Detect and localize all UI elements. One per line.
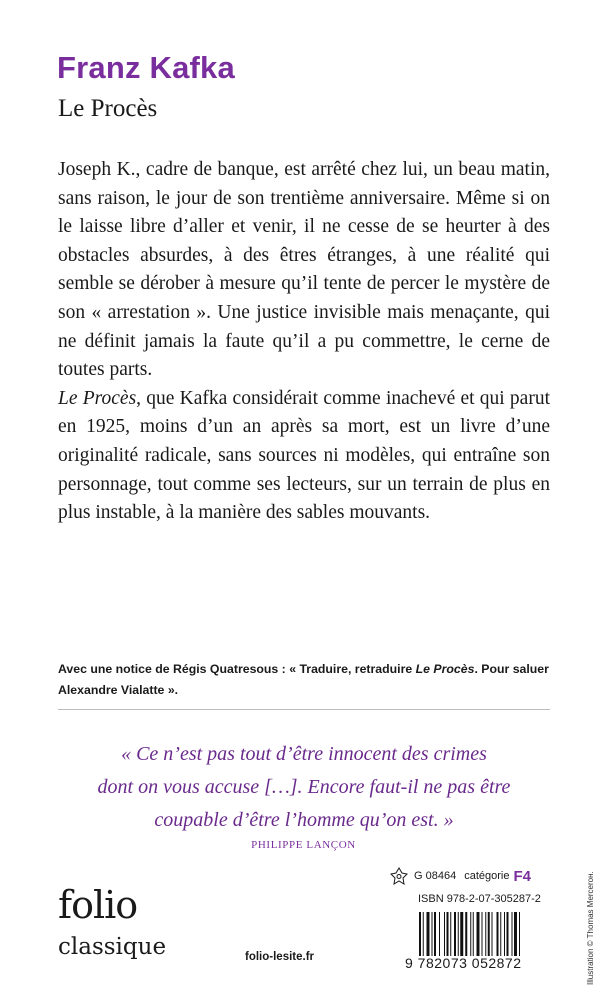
logo-classique: classique xyxy=(58,934,167,960)
barcode-bar xyxy=(497,912,499,956)
barcode-bar xyxy=(458,912,459,956)
barcode-bar xyxy=(423,912,424,956)
synopsis-paragraph-2 xyxy=(58,385,550,528)
notice-before: Avec une notice de Régis Quatresous : « Traduire, retraduire xyxy=(58,662,416,676)
synopsis-paragraph-1: Joseph K., cadre de banque, est arrêté chez lui, un beau matin, sans raison, le jour de son trentième anniversaire. Même si on le laisse libre d’aller et venir, il ne cesse de se heurter à des obstacles absurdes, à des êtres étranges, à une réalité qui semble se dérober à mesure qu’il tente de percer le mystère de son « arrestation ». Une justice invisible mais menaçante, qui ne définit jamais la faute qu’il a pu commettre, le cerne de toutes parts. xyxy=(58,159,550,381)
quote-author: PHILIPPE LANÇON xyxy=(251,839,356,851)
divider xyxy=(58,709,550,710)
barcode-bar xyxy=(419,912,421,956)
barcode-bar xyxy=(512,912,513,956)
barcode-bar xyxy=(492,912,493,956)
pull-quote xyxy=(58,738,550,837)
barcode-bar xyxy=(519,912,520,956)
synopsis-paragraph-2-text: , que Kafka considérait comme inachevé et qui parut en 1925, moins d’un an après sa mort, est un livre d’une originalité radicale, sans sources ni modèles, qui entraîne son personnage, tout comme ses lecteurs, sur un terrain de plus en plus instable, à la manière des sables mouvants. xyxy=(58,387,550,524)
barcode-bar xyxy=(470,912,471,956)
book-title: Le Procès xyxy=(58,95,158,122)
barcode-bar xyxy=(465,912,467,956)
barcode-bar xyxy=(450,912,451,956)
publisher-code: G 08464 xyxy=(414,870,457,882)
barcode xyxy=(419,912,559,956)
notice-text xyxy=(58,659,550,701)
illustration-credit: Illustration © Thomas Mercerон. xyxy=(586,871,595,985)
publisher-code-row xyxy=(390,867,531,885)
quote-line-2: dont on vous accuse […]. Encore faut-il ne pas être xyxy=(97,776,511,798)
logo-folio: folio xyxy=(58,883,138,927)
barcode-bar xyxy=(447,912,449,956)
isbn: ISBN 978-2-07-305287-2 xyxy=(418,893,541,905)
publisher-website: folio-lesite.fr xyxy=(245,951,315,963)
notice-italic: Le Procès xyxy=(415,662,475,676)
barcode-bar xyxy=(444,912,445,956)
author-name: Franz Kafka xyxy=(57,50,235,85)
barcode-bar xyxy=(473,912,474,956)
barcode-bar xyxy=(427,912,430,956)
barcode-bar xyxy=(460,912,463,956)
barcode-number: 9 782073 052872 xyxy=(405,955,522,971)
category-label: catégorie xyxy=(464,870,510,882)
synopsis xyxy=(58,156,550,528)
quote-line-1: « Ce n’est pas tout d’être innocent des crimes xyxy=(121,743,487,765)
quote-line-3: coupable d’être l’homme qu’on est. » xyxy=(154,809,454,831)
publisher-emblem-icon xyxy=(390,867,408,885)
barcode-bar xyxy=(439,912,440,956)
category-value: F4 xyxy=(513,867,531,885)
barcode-bar xyxy=(432,912,433,956)
barcode-bar xyxy=(507,912,509,956)
barcode-bar xyxy=(485,912,486,956)
barcode-bar xyxy=(488,912,490,956)
barcode-bar xyxy=(434,912,436,956)
barcode-bar xyxy=(500,912,501,956)
barcode-bar xyxy=(454,912,456,956)
synopsis-title-italic: Le Procès xyxy=(58,387,137,409)
barcode-bar xyxy=(514,912,517,956)
notice-after: . Pour saluer Alexandre Vialatte ». xyxy=(58,662,549,697)
barcode-bar xyxy=(482,912,483,956)
barcode-bar xyxy=(477,912,480,956)
barcode-bar xyxy=(504,912,505,956)
